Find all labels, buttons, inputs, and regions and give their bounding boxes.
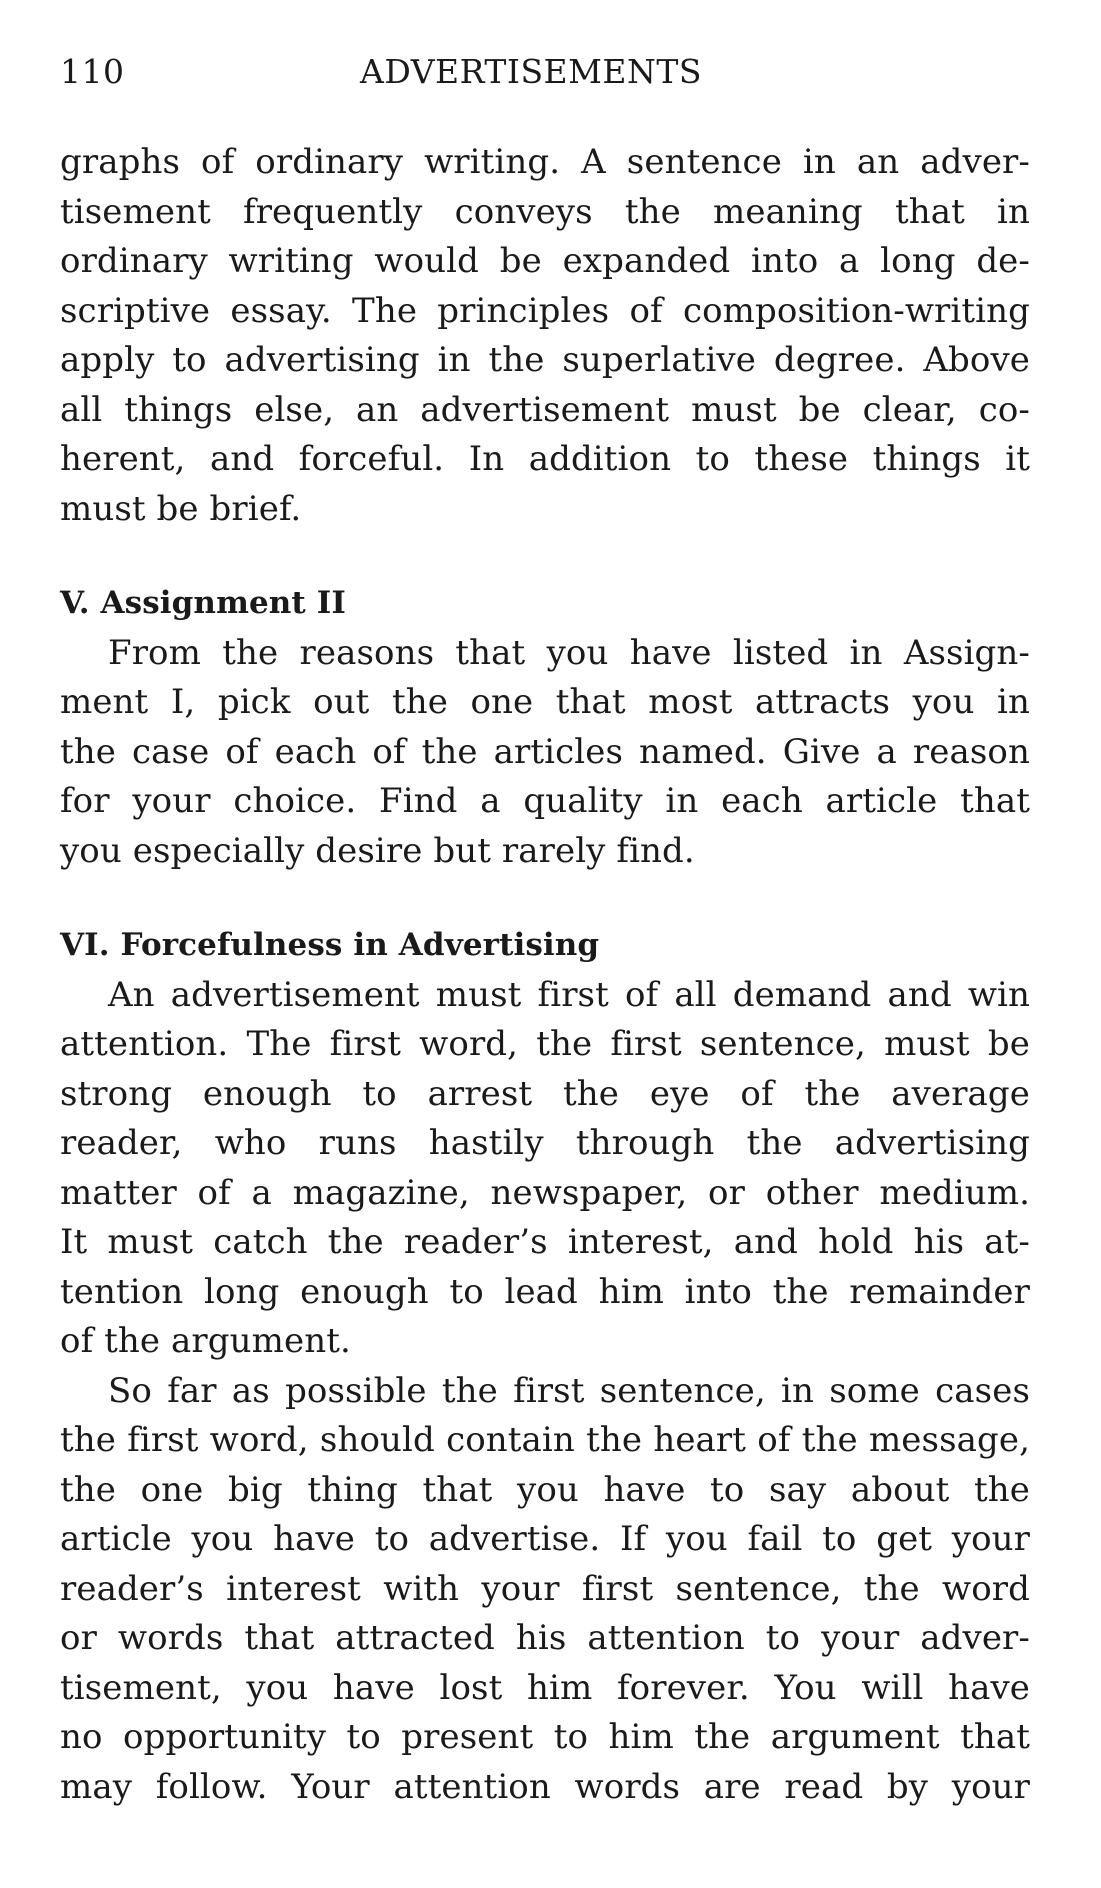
text-line: reader’s interest with your first sentence, the word: [60, 1568, 1030, 1609]
body-text: [60, 138, 1030, 1812]
text-line: apply to advertising in the superlative degree. Above: [60, 340, 1030, 380]
text-line: herent, and forceful. In addition to these things it: [60, 439, 1030, 479]
text-line: It must catch the reader’s interest, and hold his at-: [60, 1222, 1030, 1262]
text-line: the case of each of the articles named. Give a reason: [60, 731, 1030, 772]
text-line: From the reasons that you have listed in Assign-: [108, 632, 1030, 673]
text-line: attention. The first word, the first sentence, must be: [60, 1024, 1030, 1064]
text-line: ordinary writing would be expanded into a long de-: [60, 241, 1030, 281]
text-line: reader, who runs hastily through the advertising: [60, 1123, 1030, 1163]
paragraph-forcefulness-1: [60, 971, 1030, 1367]
text-line: for your choice. Find a quality in each article that: [60, 781, 1030, 821]
text-line: the first word, should contain the heart of the message,: [60, 1420, 1030, 1460]
text-line: must be brief.: [60, 488, 302, 529]
text-line: scriptive essay. The principles of composition-writing: [60, 290, 1030, 331]
text-line: the one big thing that you have to say about the: [60, 1469, 1030, 1510]
text-line: may follow. Your attention words are read by your: [60, 1766, 1030, 1807]
text-line: An advertisement must first of all demand and win: [108, 974, 1030, 1015]
text-line: So far as possible the first sentence, in some cases: [108, 1370, 1030, 1411]
running-head: [60, 52, 1040, 102]
text-line: tisement, you have lost him forever. You will have: [60, 1667, 1030, 1708]
running-title: ADVERTISEMENTS: [360, 52, 703, 91]
section-heading-assignment-ii: V. Assignment II: [60, 585, 346, 621]
text-line: you especially desire but rarely find.: [60, 830, 695, 871]
text-line: tention long enough to lead him into the remainder: [60, 1271, 1030, 1312]
text-line: graphs of ordinary writing. A sentence in an adver-: [60, 142, 1030, 182]
paragraph-continued: [60, 138, 1030, 534]
text-line: no opportunity to present to him the argument that: [60, 1717, 1030, 1757]
text-line: of the argument.: [60, 1321, 351, 1361]
text-line: or words that attracted his attention to your adver-: [60, 1618, 1030, 1658]
text-line: strong enough to arrest the eye of the average: [60, 1073, 1030, 1114]
text-line: all things else, an advertisement must be clear, co-: [60, 389, 1030, 430]
text-line: tisement frequently conveys the meaning that in: [60, 191, 1030, 232]
page-number: 110: [60, 52, 125, 91]
section-heading-forcefulness: VI. Forcefulness in Advertising: [60, 927, 600, 963]
text-line: matter of a magazine, newspaper, or other medium.: [60, 1172, 1030, 1213]
paragraph-forcefulness-2: [60, 1367, 1030, 1813]
text-line: article you have to advertise. If you fail to get your: [60, 1519, 1030, 1559]
paragraph-assignment-ii: [60, 629, 1030, 877]
text-line: ment I, pick out the one that most attracts you in: [60, 682, 1030, 722]
